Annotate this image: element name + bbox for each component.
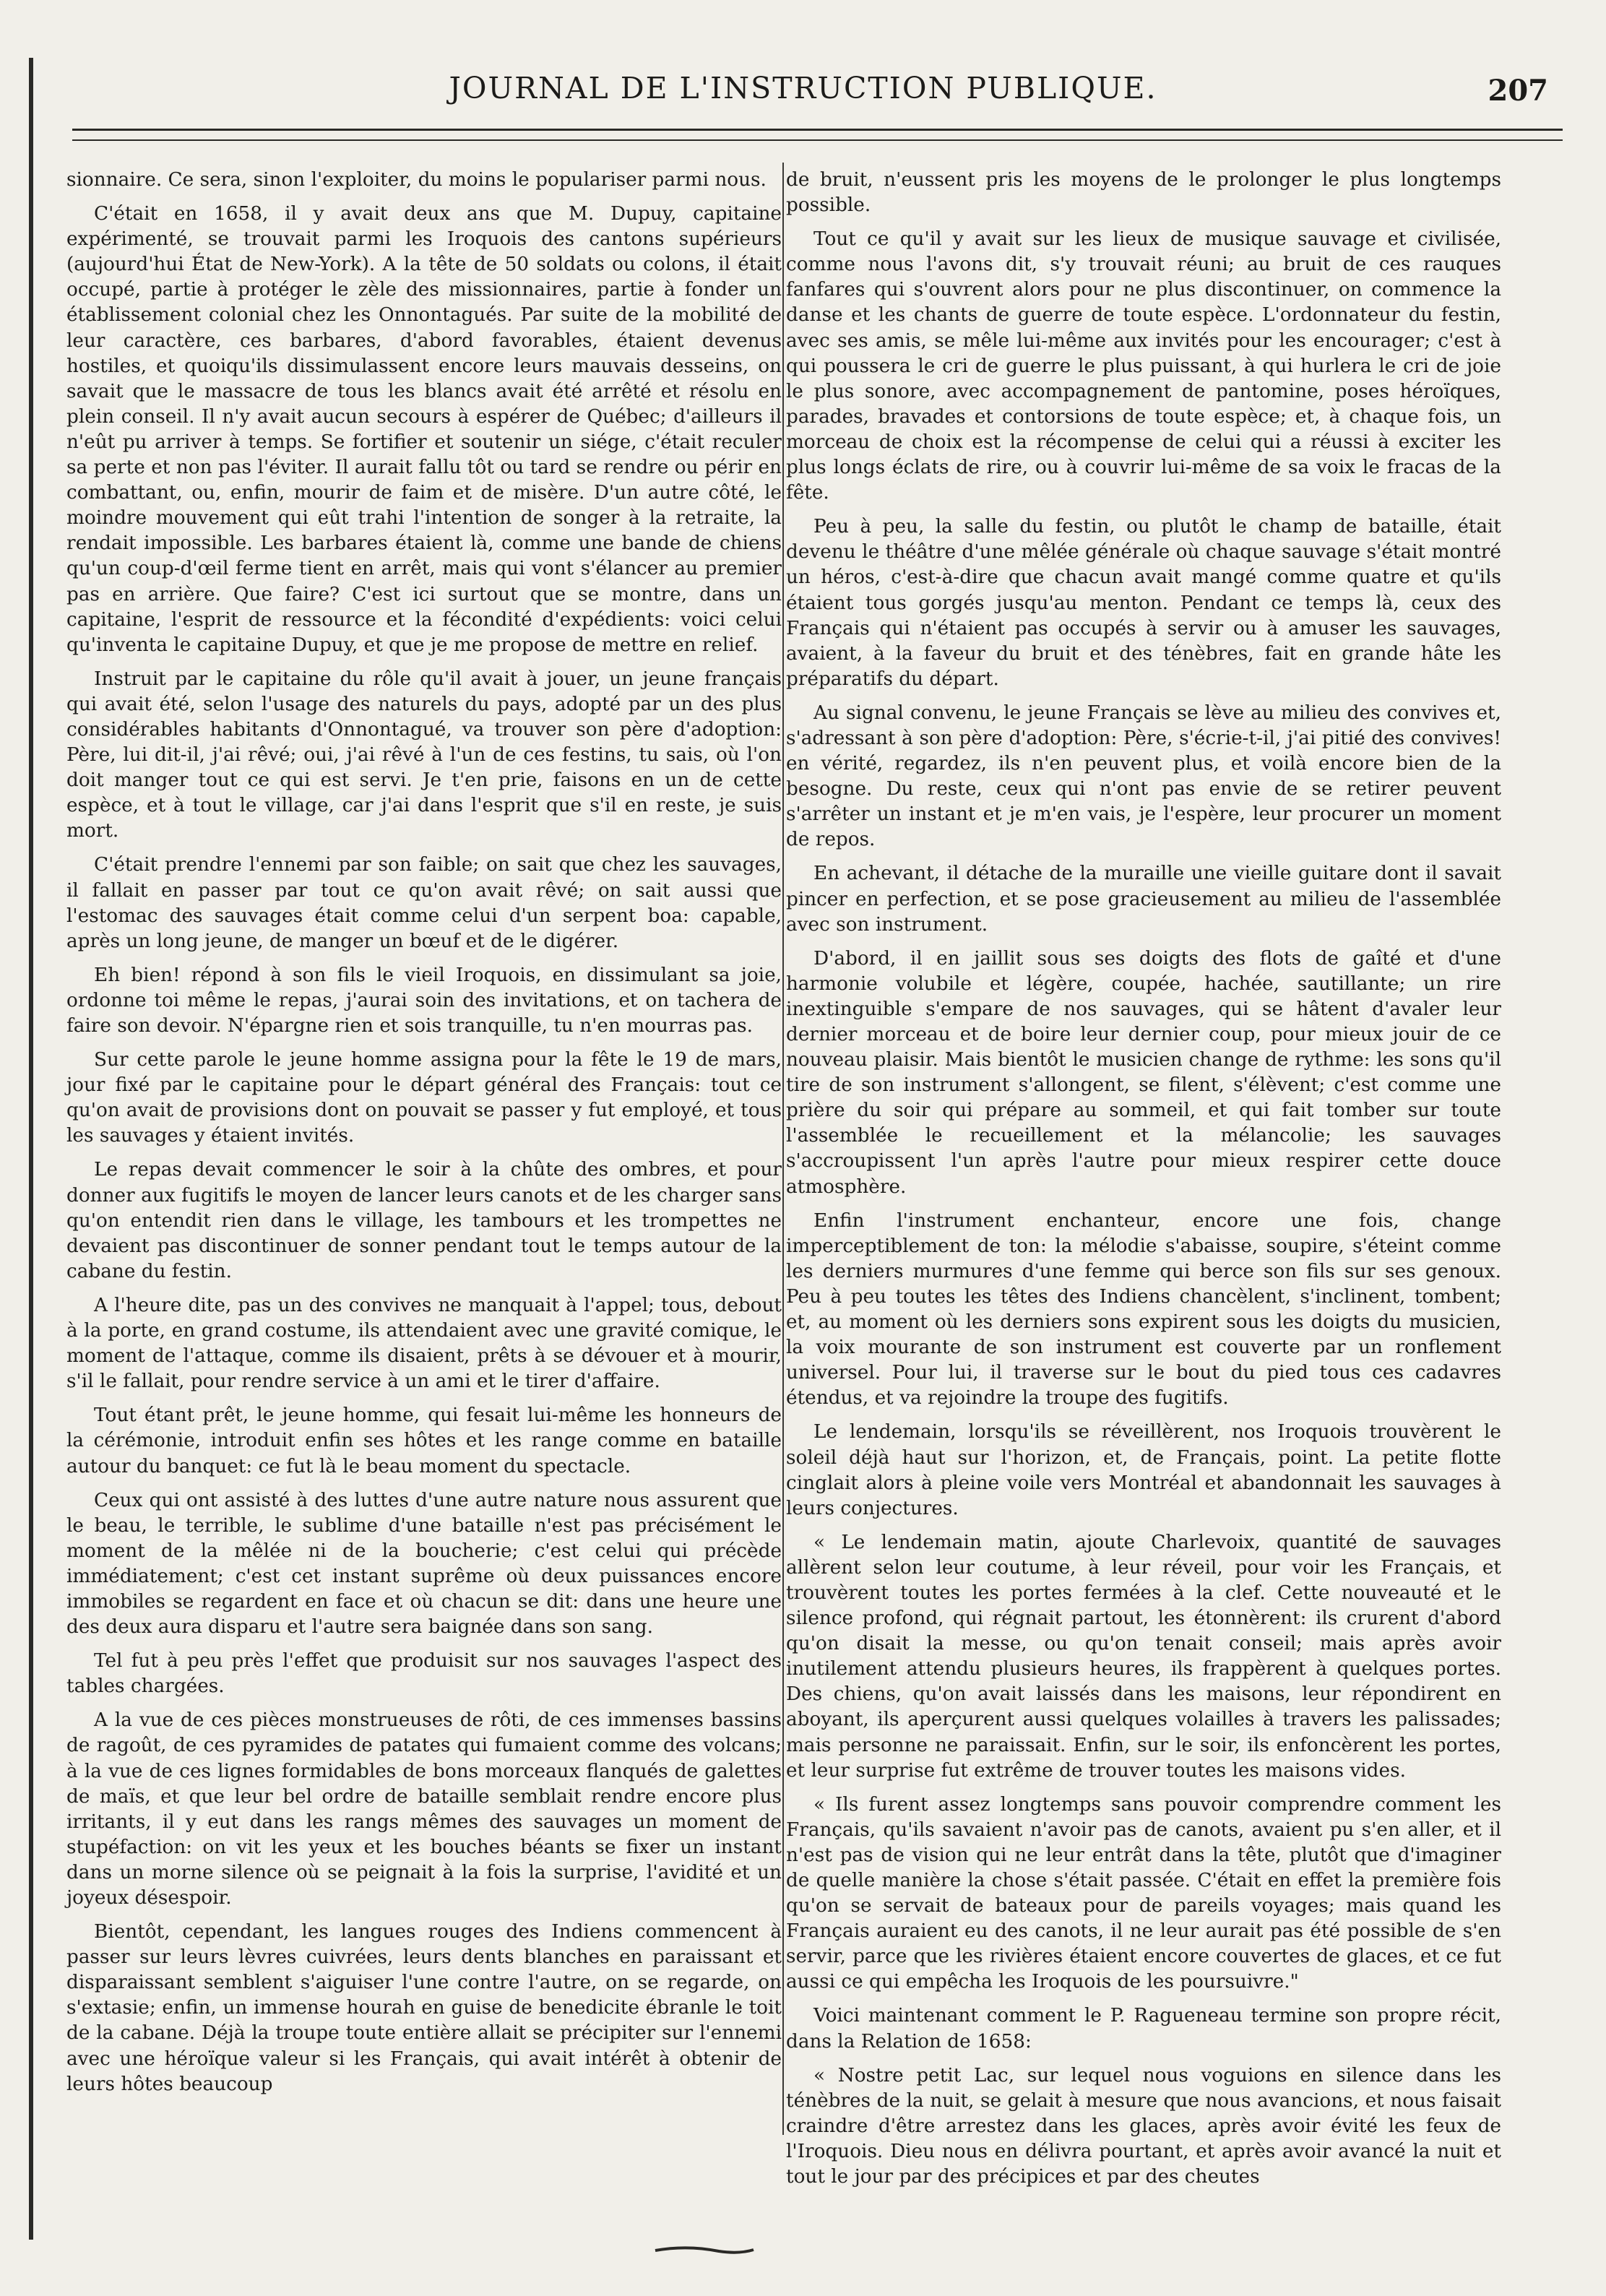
article-paragraph: Tout étant prêt, le jeune homme, qui fesait lui-même les honneurs de la cérémonie, introduit enfin ses hôtes et les range comme en bataille autour du banquet: ce fut là le beau moment du spectacle. [66,1404,782,1477]
column-divider [782,163,784,2135]
article-paragraph: En achevant, il détache de la muraille une vieille guitare dont il savait pincer en perfection, et se pose gracieusement au milieu de l'assemblée avec son instrument. [786,863,1501,936]
quoted-paragraph: « Le lendemain matin, ajoute Charlevoix, quantité de sauvages allèrent selon leur coutume, à leur réveil, pour voir les Français, et trouvèrent toutes les portes fermées à la clef. Cette nouveauté et le silence profond, qui régnait partout, les étonnèrent: ils crurent d'abord qu'on disait la messe, ou qu'on tenait conseil; mais après avoir inutilement attendu plusieurs heures, ils frappèrent à quelques portes. Des chiens, qu'on avait laissés dans les maisons, leur répondirent en aboyant, ils aperçurent aussi quelques volailles à travers les palissades; mais personne ne paraissait. Enfin, sur le soir, ils enfoncèrent les portes, et leur surprise fut extrême de trouver toutes les maisons vides. [786,1531,1501,1782]
article-paragraph: Tel fut à peu près l'effet que produisit sur nos sauvages l'aspect des tables chargées. [66,1650,782,1698]
article-paragraph: Le repas devait commencer le soir à la chûte des ombres, et pour donner aux fugitifs le moyen de lancer leurs canots et de les charger sans qu'on entendit rien dans le village, les tambours et les trompettes ne devaient pas discontinuer de sonner pendant tout le temps autour de la cabane du festin. [66,1159,782,1282]
article-paragraph: D'abord, il en jaillit sous ses doigts des flots de gaîté et d'une harmonie volubile et légère, coupée, hachée, sautillante; un rire inextinguible s'empare de nos sauvages, qui se hâtent d'avaler leur dernier morceau et de boire leur dernier coup, pour mieux jouir de ce nouveau plaisir. Mais bientôt le musicien change de rythme: les sons qu'il tire de son instrument s'allongent, se filent, s'élèvent; c'est comme une prière du soir qui prépare au sommeil, et qui fait tomber sur toute l'assemblée le recueillement et la mélancolie; les sauvages s'accroupissent l'un après l'autre pour mieux respirer cette douce atmosphère. [786,947,1501,1198]
quoted-paragraph: « Ils furent assez longtemps sans pouvoir comprendre comment les Français, qu'ils savaient n'avoir pas de canots, avaient pu s'en aller, et il n'est pas de vision qui ne leur entrât dans la tête, plutôt que d'imaginer de quelle manière la chose s'était passée. C'était en effet la première fois qu'on se servait de bateaux pour de pareils voyages; mais quand les Français auraient eu des canots, il ne leur aurait pas été possible de s'en servir, parce que les rivières étaient encore couvertes de glaces, et ce fut aussi ce qui empêcha les Iroquois de les poursuivre." [786,1793,1501,1993]
article-paragraph: Enfin l'instrument enchanteur, encore une fois, change imperceptiblement de ton: la mélodie s'abaisse, soupire, s'éteint comme les derniers murmures d'une femme qui berce son fils sur ses genoux. Peu à peu toutes les têtes des Indiens chancèlent, s'inclinent, tombent; et, au moment où les derniers sons expirent sous les doigts du musicien, la voix mourante de son instrument est couverte par un ronflement universel. Pour lui, il traverse sur le bout du pied tous ces cadavres étendus, et va rejoindre la troupe des fugitifs. [786,1209,1501,1410]
article-paragraph: Bientôt, cependant, les langues rouges des Indiens commencent à passer sur leurs lèvres cuivrées, leurs dents blanches en paraissant et disparaissant semblent s'aiguiser l'une contre l'autre, on se regarde, on s'extasie; enfin, un immense hourah en guise de benedicite ébranle le toit de la cabane. Déjà la troupe toute entière allait se précipiter sur l'ennemi avec une héroïque valeur si les Français, qui avait intérêt à obtenir de leurs hôtes beaucoup [66,1921,782,2095]
article-paragraph: C'était en 1658, il y avait deux ans que M. Dupuy, capitaine expérimenté, se trouvait parmi les Iroquois des cantons supérieurs (aujourd'hui État de New-York). A la tête de 50 soldats ou colons, il était occupé, partie à protéger le zèle des missionnaires, partie à fonder un établissement colonial chez les Onnontagués. Par suite de la mobilité de leur caractère, ces barbares, d'abord favorables, étaient devenus hostiles, et quoiqu'ils dissimulassent encore leurs mauvais desseins, on savait que le massacre de tous les blancs avait été arrêté et résolu en plein conseil. Il n'y avait aucun secours à espérer de Québec; d'ailleurs il n'eût pu arriver à temps. Se fortifier et soutenir un siége, c'était reculer sa perte et non pas l'éviter. Il aurait fallu tôt ou tard se rendre ou périr en combattant, ou, enfin, mourir de faim et de misère. D'un autre côté, le moindre mouvement qui eût trahi l'intention de songer à la retraite, la rendait impossible. Les barbares étaient là, comme une bande de chiens qu'un coup-d'œil ferme tient en arrêt, mais qui vont s'élancer au premier pas en arrière. Que faire? C'est ici surtout que se montre, dans un capitaine, l'esprit de ressource et la fécondité d'expédients: voici celui qu'inventa le capitaine Dupuy, et que je me propose de mettre en relief. [66,203,782,656]
article-paragraph: Peu à peu, la salle du festin, ou plutôt le champ de bataille, était devenu le théâtre d'une mêlée générale où chaque sauvage s'était montré un héros, c'est-à-dire que chacun avait mangé comme quatre et qu'ils étaient tous gorgés jusqu'au menton. Pendant ce temps là, ceux des Français qui n'étaient pas occupés à servir ou à amuser les sauvages, avaient, à la faveur du bruit et des ténèbres, fait en grande hâte les préparatifs du départ. [786,516,1501,690]
article-paragraph: Instruit par le capitaine du rôle qu'il avait à jouer, un jeune français qui avait été, selon l'usage des naturels du pays, adopté par un des plus considérables habitants d'Onnontagué, va trouver son père d'adoption: Père, lui dit-il, j'ai rêvé; oui, j'ai rêvé à l'un de ces festins, tu sais, où l'on doit manger tout ce qui est servi. Je t'en prie, faisons en un de cette espèce, et à tout le village, car j'ai dans l'esprit que s'il en reste, je suis mort. [66,668,782,842]
article-paragraph: A l'heure dite, pas un des convives ne manquait à l'appel; tous, debout à la porte, en grand costume, ils attendaient avec une gravité comique, le moment de l'attaque, comme ils disaient, prêts à se dévouer et à mourir, s'il le fallait, pour rendre service à un ami et le tirer d'affaire. [66,1294,782,1393]
text-column-right [786,168,1501,2188]
page-number: 207 [1488,74,1548,108]
quoted-paragraph: « Nostre petit Lac, sur lequel nous voguions en silence dans les ténèbres de la nuit, se gelait à mesure que nous avancions, et nous faisait craindre d'être arrestez dans les glaces, après avoir évité les feux de l'Iroquois. Dieu nous en délivra pourtant, et après avoir avancé la nuit et tout le jour par des précipices et par des cheutes [786,2064,1501,2188]
article-paragraph: Au signal convenu, le jeune Français se lève au milieu des convives et, s'adressant à son père d'adoption: Père, s'écrie-t-il, j'ai pitié des convives! en vérité, regardez, ils n'en peuvent plus, et voilà encore bien de la besogne. Du reste, ceux qui n'ont pas envie de se retirer peuvent s'arrêter un instant et je m'en vais, je l'espère, leur procurer un moment de repos. [786,702,1501,851]
binding-edge [29,58,33,2240]
article-paragraph: Le lendemain, lorsqu'ils se réveillèrent, nos Iroquois trouvèrent le soleil déjà haut sur l'horizon, et, de Français, point. La petite flotte cinglait alors à pleine voile vers Montréal et abandonnait les sauvages à leurs conjectures. [786,1421,1501,1519]
printers-ornament [654,2245,755,2256]
header-double-rule [72,129,1563,141]
running-head [43,71,1563,121]
article-paragraph: Sur cette parole le jeune homme assigna pour la fête le 19 de mars, jour fixé par le capitaine pour le départ général des Français: tout ce qu'on avait de provisions dont on pouvait se passer y fut employé, et tous les sauvages y étaient invités. [66,1049,782,1147]
article-paragraph: de bruit, n'eussent pris les moyens de le prolonger le plus longtemps possible. [786,169,1501,217]
article-paragraph: Tout ce qu'il y avait sur les lieux de musique sauvage et civilisée, comme nous l'avons dit, s'y trouvait réuni; au bruit de ces rauques fanfares qui s'ouvrent alors pour ne plus discontinuer, on commence la danse et les chants de guerre de toute espèce. L'ordonnateur du festin, avec ses amis, se mêle lui-même aux invités pour les encourager; c'est à qui poussera le cri de guerre le plus puissant, à qui hurlera le cri de joie le plus sonore, avec accompagnement de pantomine, poses héroïques, parades, bravades et contorsions de toute espèce; et, à chaque fois, un morceau de choix est la récompense de celui qui a réussi à exciter les plus longs éclats de rire, ou à couvrir lui-même de sa voix le fracas de la fête. [786,228,1501,504]
article-paragraph: sionnaire. Ce sera, sinon l'exploiter, du moins le populariser parmi nous. [66,169,767,191]
journal-title: JOURNAL DE L'INSTRUCTION PUBLIQUE. [449,71,1157,105]
article-paragraph: Ceux qui ont assisté à des luttes d'une autre nature nous assurent que le beau, le terrible, le sublime d'une bataille n'est pas précisément le moment de la mêlée ni de la boucherie; c'est celui qui précède immédiatement; c'est cet instant suprême où deux puissances encore immobiles se regardent en face et où chacun se dit: dans une heure une des deux aura disparu et l'autre sera baignée dans son sang. [66,1489,782,1639]
article-paragraph: Voici maintenant comment le P. Ragueneau termine son propre récit, dans la Relation de 1658: [786,2005,1501,2053]
article-paragraph: Eh bien! répond à son fils le vieil Iroquois, en dissimulant sa joie, ordonne toi même le repas, j'aurai soin des invitations, et on tachera de faire son devoir. N'épargne rien et sois tranquille, tu n'en mourras pas. [66,964,782,1037]
article-paragraph: A la vue de ces pièces monstrueuses de rôti, de ces immenses bassins de ragoût, de ces pyramides de patates qui fumaient comme des volcans; à la vue de ces lignes formidables de bons morceaux flanqués de galettes de maïs, et que leur bel ordre de bataille semblait rendre encore plus irritants, il y eut dans les rangs mêmes des sauvages un moment de stupéfaction: on vit les yeux et les bouches béants se fixer un instant dans un morne silence où se peignait à la fois la surprise, l'avidité et un joyeux désespoir. [66,1709,782,1909]
article-paragraph: C'était prendre l'ennemi par son faible; on sait que chez les sauvages, il fallait en passer par tout ce qu'on avait rêvé; on sait aussi que l'estomac des sauvages était comme celui d'un serpent boa: capable, après un long jeune, de manger un bœuf et de le digérer. [66,854,782,952]
text-column-left [66,168,782,2125]
